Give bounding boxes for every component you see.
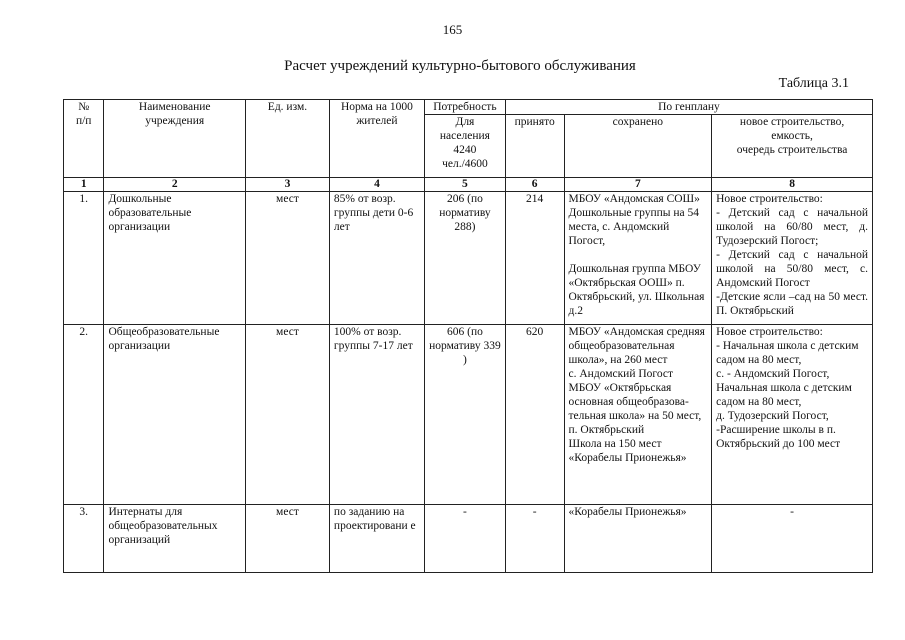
page-number: 165 <box>442 22 463 37</box>
row-name: Дошкольные образовательные организации <box>104 192 246 325</box>
row-accepted: - <box>505 505 564 573</box>
column-numbers-row <box>64 178 873 192</box>
header-genplan: По генплану <box>505 100 872 115</box>
header-num: № п/п <box>64 100 104 178</box>
header-kept: сохранено <box>564 115 712 178</box>
table-row <box>64 325 873 505</box>
row-kept: МБОУ «Андомская средняя общеобразовательная школа», на 260 мест с. Андомский Погост МБОУ «Октябрьская основная общеобразова-тельная школа» на 50 мест, п. Октябрьский Школа на 150 мест «Корабелы Прионежья» <box>564 325 712 505</box>
document-title: Расчет учреждений культурно-бытового обслуживания <box>284 58 636 74</box>
table-row <box>64 505 873 573</box>
header-unit: Ед. изм. <box>246 100 330 178</box>
row-kept: МБОУ «Андомская СОШ» Дошкольные группы на 54 места, с. Андомский Погост, Дошкольная группа МБОУ «Октябрьская ООШ» п. Октябрьский, ул. Школьная д.2 <box>564 192 712 325</box>
row-norm: по заданию на проектировани е <box>329 505 424 573</box>
column-number: 6 <box>505 178 564 192</box>
column-number: 5 <box>424 178 505 192</box>
row-unit: мест <box>246 325 330 505</box>
row-new-construction: Новое строительство: - Детский сад с начальной школой на 60/80 мест, д. Тудозерский Погост; - Детский сад с начальной школой на 50/80 мест, с. Андомский Погост -Детские ясли –сад на 50 мест. П. Октябрьский <box>712 192 873 325</box>
header-name: Наименование учреждения <box>104 100 246 178</box>
header-new-construction: новое строительство, емкость, очередь строительства <box>712 115 873 178</box>
header-need: Потребность <box>424 100 505 115</box>
table-row <box>64 192 873 325</box>
row-need: 606 (по нормативу 339 ) <box>424 325 505 505</box>
row-num: 1. <box>64 192 104 325</box>
table-label: Таблица 3.1 <box>778 76 849 91</box>
row-name: Интернаты для общеобразовательных организаций <box>104 505 246 573</box>
column-number: 3 <box>246 178 330 192</box>
row-need: - <box>424 505 505 573</box>
row-accepted: 214 <box>505 192 564 325</box>
header-accepted: принято <box>505 115 564 178</box>
row-norm: 85% от возр. группы дети 0-6 лет <box>329 192 424 325</box>
row-kept: «Корабелы Прионежья» <box>564 505 712 573</box>
row-num: 2. <box>64 325 104 505</box>
column-number: 4 <box>329 178 424 192</box>
row-num: 3. <box>64 505 104 573</box>
services-table <box>63 99 873 573</box>
row-new-construction: - <box>712 505 873 573</box>
row-name: Общеобразовательные организации <box>104 325 246 505</box>
header-need-population: Для населения 4240 чел./4600 <box>424 115 505 178</box>
row-unit: мест <box>246 505 330 573</box>
header-row-1 <box>64 100 873 115</box>
header-norm: Норма на 1000 жителей <box>329 100 424 178</box>
row-new-construction: Новое строительство: - Начальная школа с детским садом на 80 мест, с. - Андомский Погост, Начальная школа с детским садом на 80 мест, д. Тудозерский Погост, -Расширение школы в п. Октябрьский до 100 мест <box>712 325 873 505</box>
column-number: 1 <box>64 178 104 192</box>
column-number: 8 <box>712 178 873 192</box>
column-number: 7 <box>564 178 712 192</box>
column-number: 2 <box>104 178 246 192</box>
row-need: 206 (по нормативу 288) <box>424 192 505 325</box>
row-unit: мест <box>246 192 330 325</box>
row-norm: 100% от возр. группы 7-17 лет <box>329 325 424 505</box>
row-accepted: 620 <box>505 325 564 505</box>
